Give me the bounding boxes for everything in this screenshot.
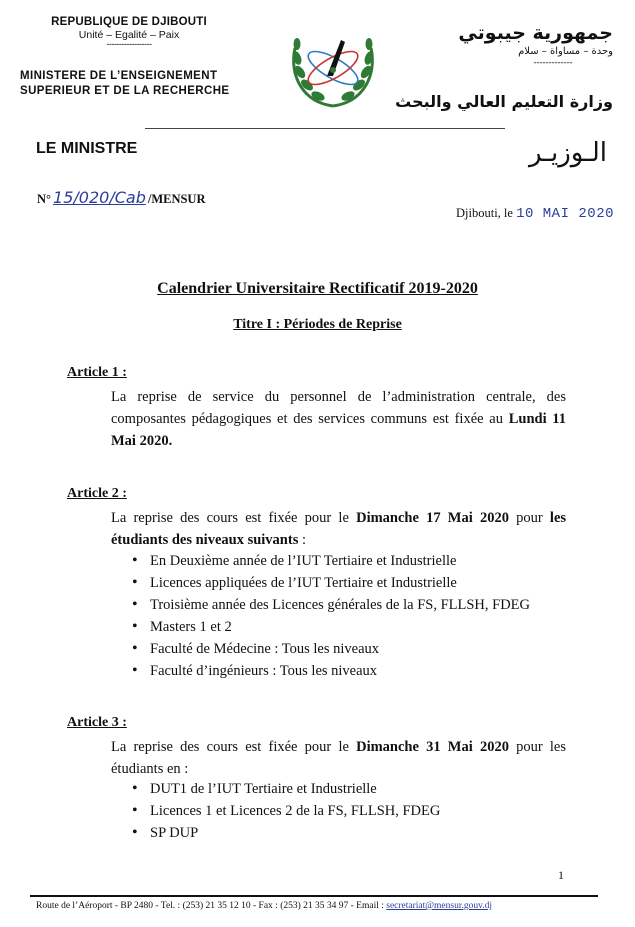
date-stamp: 10 MAI 2020: [516, 206, 614, 222]
article-1-body: La reprise de service du personnel de l’administration centrale, des composantes pédagogiques et des services communs est fixée au: [111, 389, 566, 427]
republic-name-arabic: جمهورية جيبوتي: [458, 22, 613, 44]
list-item: • Licences appliquées de l’IUT Tertiaire et Industrielle: [150, 572, 530, 594]
list-item: • DUT1 de l’IUT Tertiaire et Industrielle: [150, 778, 440, 800]
list-item: • Faculté d’ingénieurs : Tous les niveaux: [150, 660, 530, 682]
article-2-list: [130, 550, 530, 682]
reference-handwritten: 15/020/Cab: [53, 188, 146, 207]
article-2-body-c: :: [298, 532, 306, 548]
page-number: 1: [558, 868, 564, 882]
header-separator-arabic: -------------: [533, 57, 573, 67]
article-1-text: [111, 386, 566, 452]
ministry-emblem-icon: [283, 14, 383, 114]
article-2-emphasis: les étudiants des niveaux suivants: [111, 510, 567, 548]
list-item: • Troisième année des Licences générales de la FS, FLLSH, FDEG: [150, 594, 530, 616]
ministry-name-arabic: وزارة التعليم العالي والبحث: [395, 92, 613, 111]
article-2-text: [111, 507, 566, 551]
list-item: • Licences 1 et Licences 2 de la FS, FLLSH, FDEG: [150, 800, 440, 822]
footer-contact: [36, 901, 492, 911]
republic-name: REPUBLIQUE DE DJIBOUTI: [51, 16, 207, 28]
list-item: • Faculté de Médecine : Tous les niveaux: [150, 638, 530, 660]
ministry-line-1: MINISTERE DE L’ENSEIGNEMENT: [20, 70, 218, 82]
minister-label-arabic: الـوزيـر: [529, 138, 607, 168]
article-2-heading: Article 2 :: [67, 486, 127, 501]
article-3-body-b: pour les étudiants en :: [111, 739, 567, 777]
date-place: Djibouti, le: [456, 206, 513, 220]
ministry-line-2: SUPERIEUR ET DE LA RECHERCHE: [20, 85, 230, 97]
minister-label: LE MINISTRE: [36, 140, 138, 157]
list-item: • En Deuxième année de l’IUT Tertiaire et Industrielle: [150, 550, 530, 572]
header-right: [423, 22, 613, 67]
national-motto: Unité – Egalité – Paix: [78, 29, 180, 41]
list-item: • SP DUP: [150, 822, 440, 844]
footer-address: Route de l’Aéroport - BP 2480 - Tel. : (253) 21 35 12 10 - Fax : (253) 21 35 34 97 - Email :: [36, 901, 384, 911]
article-3-heading: Article 3 :: [67, 715, 127, 730]
article-2-date: Dimanche 17 Mai 2020: [356, 510, 509, 526]
article-1-heading: Article 1 :: [67, 365, 127, 380]
footer-divider: [30, 895, 598, 897]
article-1-date: Lundi 11 Mai 2020.: [111, 411, 567, 449]
article-2-body-b: pour: [516, 510, 543, 526]
reference-number: [37, 188, 206, 207]
article-3-text: [111, 736, 566, 780]
header-divider: [145, 128, 505, 129]
reference-suffix: /MENSUR: [147, 192, 206, 206]
header-separator: ------------------: [106, 39, 152, 49]
article-3-list: [130, 778, 440, 844]
document-title: Calendrier Universitaire Rectificatif 2019-2020: [157, 280, 478, 297]
article-3-date: Dimanche 31 Mai 2020: [356, 739, 509, 755]
date-line: [456, 206, 614, 222]
section-title: Titre I : Périodes de Reprise: [233, 317, 402, 332]
national-motto-arabic: وحدة – مساواة – سلام: [518, 46, 613, 57]
header-left: [14, 16, 244, 49]
article-3-body-a: La reprise des cours est fixée pour le: [111, 739, 349, 755]
footer-email-link[interactable]: secretariat@mensur.gouv.dj: [386, 901, 493, 911]
list-item: • Masters 1 et 2: [150, 616, 530, 638]
article-2-body-a: La reprise des cours est fixée pour le: [111, 510, 349, 526]
reference-prefix: N°: [37, 192, 52, 206]
ministry-name: [20, 69, 230, 99]
